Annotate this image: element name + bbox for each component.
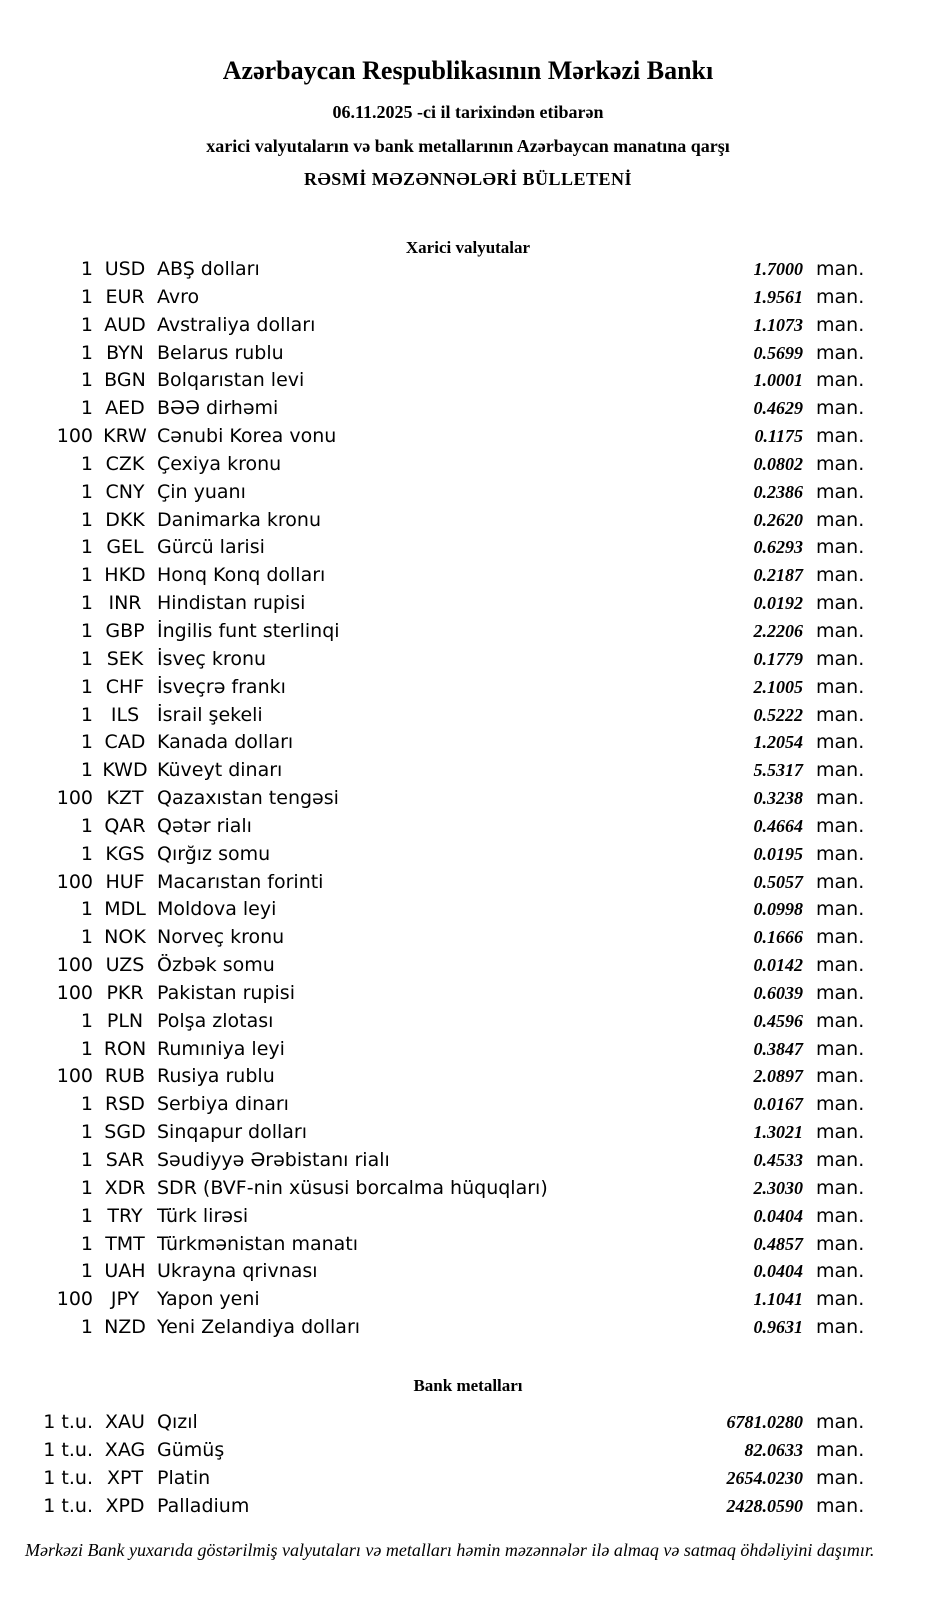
effective-date-line: 06.11.2025 -ci il tarixindən etibarən xyxy=(332,102,604,122)
currency-unit: man. xyxy=(816,703,865,726)
currency-code: KGS xyxy=(105,842,145,865)
currency-name: Rumıniya leyi xyxy=(157,1037,285,1060)
currency-quantity: 1 xyxy=(80,1009,93,1032)
currency-unit: man. xyxy=(816,1037,865,1060)
currency-unit: man. xyxy=(816,814,865,837)
currency-rate: 1.2054 xyxy=(753,732,803,753)
currency-row xyxy=(0,367,936,395)
currency-row xyxy=(0,841,936,869)
currency-unit: man. xyxy=(816,787,865,810)
currency-row xyxy=(0,1119,936,1147)
currency-quantity: 100 xyxy=(56,425,93,448)
currency-name: Moldova leyi xyxy=(157,898,277,921)
currency-quantity: 1 xyxy=(80,258,93,280)
metal-row xyxy=(0,1437,936,1465)
metal-rate: 6781.0280 xyxy=(726,1412,803,1432)
metal-rate: 2428.0590 xyxy=(726,1495,803,1516)
currency-rate: 0.0142 xyxy=(753,955,803,976)
currency-quantity: 1 xyxy=(80,1093,93,1116)
currency-code: KRW xyxy=(103,425,147,448)
currency-unit: man. xyxy=(816,647,865,670)
currency-code: CZK xyxy=(105,452,145,475)
currency-unit: man. xyxy=(816,981,865,1004)
currency-code: NZD xyxy=(104,1316,146,1339)
currency-quantity: 1 xyxy=(80,397,93,420)
currency-unit: man. xyxy=(816,954,865,977)
currency-name: Sinqapur dolları xyxy=(157,1121,308,1144)
metal-name: Palladium xyxy=(157,1494,250,1517)
currency-quantity: 100 xyxy=(56,954,93,977)
currency-row xyxy=(0,674,936,702)
currency-row xyxy=(0,785,936,813)
currency-name: ABŞ dolları xyxy=(157,258,260,280)
currency-row xyxy=(0,924,936,952)
currency-rate: 0.0404 xyxy=(753,1205,803,1226)
currency-name: Pakistan rupisi xyxy=(157,981,295,1004)
currency-code: AED xyxy=(105,397,145,420)
currency-rate: 0.4596 xyxy=(753,1010,803,1031)
currency-rate: 0.0195 xyxy=(753,843,803,864)
metal-code: XAU xyxy=(105,1411,145,1433)
currency-code: PKR xyxy=(106,981,144,1004)
currency-name: Norveç kronu xyxy=(157,926,285,949)
metal-row xyxy=(0,1465,936,1493)
currency-name: Belarus rublu xyxy=(157,341,284,364)
currency-quantity: 1 xyxy=(80,480,93,503)
metal-unit: man. xyxy=(816,1438,865,1461)
currency-unit: man. xyxy=(816,1232,865,1255)
currency-row xyxy=(0,284,936,312)
currency-name: Qətər rialı xyxy=(157,814,252,837)
metal-unit: man. xyxy=(816,1466,865,1489)
currency-quantity: 1 xyxy=(80,369,93,392)
currency-row xyxy=(0,702,936,730)
currency-rate: 0.1666 xyxy=(753,927,803,948)
metal-unit: man. xyxy=(816,1494,865,1517)
currency-rate: 0.5057 xyxy=(753,871,803,892)
currency-rate: 1.1041 xyxy=(753,1289,803,1310)
currency-unit: man. xyxy=(816,341,865,364)
currency-quantity: 1 xyxy=(80,1037,93,1060)
currency-rate: 1.3021 xyxy=(753,1122,803,1143)
currency-quantity: 1 xyxy=(80,1316,93,1339)
currency-unit: man. xyxy=(816,1065,865,1088)
currency-quantity: 1 xyxy=(80,313,93,336)
currency-quantity: 1 xyxy=(80,926,93,949)
currency-unit: man. xyxy=(816,285,865,308)
currency-quantity: 100 xyxy=(56,870,93,893)
currency-row xyxy=(0,562,936,590)
currency-code: UZS xyxy=(105,954,145,977)
currency-name: Çexiya kronu xyxy=(157,452,282,475)
metal-code: XPD xyxy=(105,1494,145,1517)
currency-name: BƏƏ dirhəmi xyxy=(157,397,279,420)
currency-code: BGN xyxy=(104,369,146,392)
currency-name: SDR (BVF-nin xüsusi borcalma hüquqları) xyxy=(157,1176,548,1199)
currency-name: Avstraliya dolları xyxy=(157,313,316,336)
currency-code: KZT xyxy=(106,787,144,810)
currency-unit: man. xyxy=(816,452,865,475)
currency-name: Kanada dolları xyxy=(157,731,294,754)
currency-rate: 0.5699 xyxy=(753,342,803,363)
subtitle-line: xarici valyutaların və bank metallarının Azərbaycan manatına qarşı xyxy=(206,136,730,156)
currency-name: Türkmənistan manatı xyxy=(157,1232,359,1255)
currency-unit: man. xyxy=(816,313,865,336)
currency-row xyxy=(0,1175,936,1203)
currency-rate: 0.0802 xyxy=(753,453,803,474)
currency-code: DKK xyxy=(105,508,145,531)
currency-code: RUB xyxy=(104,1065,146,1088)
currency-code: BYN xyxy=(106,341,144,364)
currency-name: Qazaxıstan tengəsi xyxy=(157,787,339,810)
currency-code: CNY xyxy=(105,480,145,503)
metal-rate: 82.0633 xyxy=(744,1439,803,1460)
metal-quantity: 1 t.u. xyxy=(43,1438,93,1461)
currency-unit: man. xyxy=(816,870,865,893)
currency-quantity: 1 xyxy=(80,842,93,865)
currency-row xyxy=(0,312,936,340)
currency-unit: man. xyxy=(816,508,865,531)
currency-row xyxy=(0,479,936,507)
metal-code: XAG xyxy=(104,1438,146,1461)
currency-quantity: 1 xyxy=(80,703,93,726)
currency-unit: man. xyxy=(816,759,865,782)
currency-row xyxy=(0,1231,936,1259)
currency-code: CHF xyxy=(105,675,145,698)
currency-code: HKD xyxy=(104,564,146,587)
currency-unit: man. xyxy=(816,369,865,392)
footer-note: Mərkəzi Bank yuxarıda göstərilmiş valyutaları və metalları həmin məzənnələr ilə almaq və satmaq öhdəliyini daşımır. xyxy=(25,1540,875,1560)
currency-unit: man. xyxy=(816,1204,865,1227)
currency-rate: 0.0192 xyxy=(753,593,803,614)
currency-quantity: 100 xyxy=(56,1288,93,1311)
currency-rate: 0.4533 xyxy=(753,1150,803,1170)
currency-row xyxy=(0,1091,936,1119)
currency-name: Honq Konq dolları xyxy=(157,564,326,587)
currency-unit: man. xyxy=(816,926,865,949)
currency-row xyxy=(0,729,936,757)
currency-code: PLN xyxy=(106,1009,144,1032)
metal-rate: 2654.0230 xyxy=(726,1467,803,1488)
currency-unit: man. xyxy=(816,536,865,559)
currency-code: GEL xyxy=(106,536,144,559)
currency-row xyxy=(0,813,936,841)
currency-name: Rusiya rublu xyxy=(157,1065,275,1088)
currency-code: UAH xyxy=(104,1260,146,1283)
currency-quantity: 1 xyxy=(80,1232,93,1255)
currency-row xyxy=(0,590,936,618)
currency-code: XDR xyxy=(104,1176,146,1199)
currency-unit: man. xyxy=(816,1316,865,1339)
currency-rate: 0.4857 xyxy=(753,1233,803,1254)
currency-quantity: 100 xyxy=(56,787,93,810)
currency-name: İsveç kronu xyxy=(157,647,267,670)
currency-unit: man. xyxy=(816,619,865,642)
currency-rate: 0.5222 xyxy=(753,704,803,725)
currency-row xyxy=(0,896,936,924)
currency-row xyxy=(0,534,936,562)
currency-name: İsveçrə frankı xyxy=(157,675,286,698)
currency-quantity: 1 xyxy=(80,452,93,475)
currency-quantity: 1 xyxy=(80,592,93,615)
metal-quantity: 1 t.u. xyxy=(43,1411,93,1433)
currency-quantity: 1 xyxy=(80,1121,93,1144)
currency-rate: 0.6039 xyxy=(753,982,803,1003)
currency-quantity: 1 xyxy=(80,1260,93,1283)
currency-rate: 0.9631 xyxy=(753,1317,803,1338)
currency-row xyxy=(0,757,936,785)
currency-row xyxy=(0,980,936,1008)
currency-code: EUR xyxy=(105,285,145,308)
currency-quantity: 1 xyxy=(80,814,93,837)
currency-rate: 2.3030 xyxy=(753,1177,803,1198)
currency-rate: 0.2386 xyxy=(753,481,803,502)
currency-quantity: 100 xyxy=(56,981,93,1004)
currency-rate: 0.4664 xyxy=(753,815,803,836)
currency-unit: man. xyxy=(816,1149,865,1171)
currency-code: JPY xyxy=(110,1288,140,1311)
currency-name: Gürcü larisi xyxy=(157,536,265,559)
currency-row xyxy=(0,256,936,284)
currency-name: Ukrayna qrivnası xyxy=(157,1260,318,1283)
metals-table xyxy=(0,1409,936,1520)
currency-unit: man. xyxy=(816,1260,865,1283)
currency-unit: man. xyxy=(816,898,865,921)
currency-unit: man. xyxy=(816,1288,865,1311)
currency-quantity: 1 xyxy=(80,564,93,587)
currency-unit: man. xyxy=(816,1121,865,1144)
currency-code: MDL xyxy=(104,898,146,921)
currency-code: HUF xyxy=(105,870,145,893)
currency-unit: man. xyxy=(816,258,865,280)
currency-code: CAD xyxy=(104,731,146,754)
currency-row xyxy=(0,451,936,479)
metal-code: XPT xyxy=(106,1466,144,1489)
section-title-metals: Bank metalları xyxy=(413,1376,523,1395)
currency-rate: 2.0897 xyxy=(753,1066,803,1087)
currency-code: NOK xyxy=(104,926,146,949)
currency-rate: 0.0998 xyxy=(753,899,803,920)
currency-rate: 0.0404 xyxy=(753,1261,803,1282)
metal-name: Gümüş xyxy=(157,1438,225,1461)
currency-quantity: 1 xyxy=(80,647,93,670)
currency-name: İsrail şekeli xyxy=(157,703,263,726)
currency-name: Yeni Zelandiya dolları xyxy=(157,1316,361,1339)
currency-rate: 1.7000 xyxy=(753,259,803,279)
metal-row xyxy=(0,1409,936,1437)
metal-quantity: 1 t.u. xyxy=(43,1466,93,1489)
currency-name: Yapon yeni xyxy=(157,1288,260,1311)
currency-rate: 0.1175 xyxy=(754,426,803,447)
currency-name: Çin yuanı xyxy=(157,480,246,503)
currency-row xyxy=(0,646,936,674)
currency-rate: 2.2206 xyxy=(753,620,803,641)
currency-code: TRY xyxy=(107,1204,143,1227)
currency-code: KWD xyxy=(102,759,148,782)
currency-unit: man. xyxy=(816,842,865,865)
currency-code: AUD xyxy=(104,313,146,336)
currency-rate: 0.6293 xyxy=(753,537,803,558)
currency-quantity: 1 xyxy=(80,759,93,782)
currency-rate: 2.1005 xyxy=(753,676,803,697)
currency-quantity: 1 xyxy=(80,1149,93,1171)
currency-row xyxy=(0,395,936,423)
currency-name: Səudiyyə Ərəbistanı rialı xyxy=(157,1149,390,1171)
currency-row xyxy=(0,1258,936,1286)
currency-name: Küveyt dinarı xyxy=(157,759,283,782)
currency-unit: man. xyxy=(816,1176,865,1199)
currency-name: Polşa zlotası xyxy=(157,1009,274,1032)
currency-name: İngilis funt sterlinqi xyxy=(157,619,340,642)
currency-quantity: 1 xyxy=(80,898,93,921)
bulletin-title: RƏSMİ MƏZƏNNƏLƏRİ BÜLLETENİ xyxy=(303,169,633,189)
currency-unit: man. xyxy=(816,564,865,587)
currency-name: Danimarka kronu xyxy=(157,508,322,531)
metal-name: Qızıl xyxy=(157,1411,198,1433)
section-title-currencies: Xarici valyutalar xyxy=(405,238,531,257)
currency-name: Bolqarıstan levi xyxy=(157,369,305,392)
currency-unit: man. xyxy=(816,731,865,754)
currency-code: SAR xyxy=(105,1149,145,1171)
currency-quantity: 1 xyxy=(80,619,93,642)
currency-row xyxy=(0,1147,936,1175)
currency-row xyxy=(0,952,936,980)
currency-rate: 0.3238 xyxy=(753,788,803,809)
currency-quantity: 100 xyxy=(56,1065,93,1088)
currency-name: Cənubi Korea vonu xyxy=(157,425,337,448)
currency-quantity: 1 xyxy=(80,536,93,559)
metal-quantity: 1 t.u. xyxy=(43,1494,93,1517)
currency-row xyxy=(0,507,936,535)
currency-rate: 1.9561 xyxy=(753,286,803,307)
currency-name: Avro xyxy=(157,285,200,308)
currency-code: RON xyxy=(103,1037,147,1060)
metal-name: Platin xyxy=(157,1466,211,1489)
currency-name: Serbiya dinarı xyxy=(157,1093,289,1116)
page-title: Azərbaycan Respublikasının Mərkəzi Bankı xyxy=(222,56,714,85)
currency-quantity: 1 xyxy=(80,341,93,364)
currency-unit: man. xyxy=(816,1093,865,1116)
currency-code: RSD xyxy=(105,1093,145,1116)
currency-row xyxy=(0,1036,936,1064)
currency-rate: 0.1779 xyxy=(753,648,803,669)
currency-code: QAR xyxy=(104,814,146,837)
currency-code: GBP xyxy=(105,619,145,642)
currency-code: USD xyxy=(104,258,146,280)
currency-row xyxy=(0,1008,936,1036)
currency-rate: 1.1073 xyxy=(753,314,803,335)
currency-quantity: 1 xyxy=(80,1204,93,1227)
currency-code: SEK xyxy=(106,647,144,670)
currency-code: ILS xyxy=(110,703,140,726)
currency-code: INR xyxy=(108,592,142,615)
currency-row xyxy=(0,1314,936,1342)
currency-code: SGD xyxy=(104,1121,146,1144)
currency-rate: 0.0167 xyxy=(753,1094,803,1115)
currency-unit: man. xyxy=(816,397,865,420)
currency-quantity: 1 xyxy=(80,285,93,308)
currency-name: Özbək somu xyxy=(157,954,275,977)
currency-rate: 5.5317 xyxy=(753,760,803,781)
currency-rate: 1.0001 xyxy=(753,370,803,391)
currency-row xyxy=(0,340,936,368)
currency-row xyxy=(0,1203,936,1231)
currency-row xyxy=(0,869,936,897)
metal-unit: man. xyxy=(816,1411,865,1433)
currency-unit: man. xyxy=(816,425,865,448)
currency-rate: 0.4629 xyxy=(753,398,803,419)
currency-quantity: 1 xyxy=(80,675,93,698)
currency-name: Türk lirəsi xyxy=(157,1204,249,1227)
currency-row xyxy=(0,618,936,646)
currency-unit: man. xyxy=(816,480,865,503)
currencies-table xyxy=(0,256,936,1342)
currency-quantity: 1 xyxy=(80,508,93,531)
currency-rate: 0.2620 xyxy=(753,509,803,530)
currency-unit: man. xyxy=(816,675,865,698)
currency-row xyxy=(0,423,936,451)
currency-name: Hindistan rupisi xyxy=(157,592,306,615)
currency-rate: 0.2187 xyxy=(753,565,803,586)
currency-name: Qırğız somu xyxy=(157,842,271,865)
currency-row xyxy=(0,1286,936,1314)
currency-unit: man. xyxy=(816,1009,865,1032)
currency-code: TMT xyxy=(105,1232,145,1255)
currency-quantity: 1 xyxy=(80,1176,93,1199)
currency-name: Macarıstan forinti xyxy=(157,870,324,893)
currency-row xyxy=(0,1063,936,1091)
currency-quantity: 1 xyxy=(80,731,93,754)
currency-unit: man. xyxy=(816,592,865,615)
metal-row xyxy=(0,1493,936,1521)
currency-rate: 0.3847 xyxy=(753,1038,803,1059)
